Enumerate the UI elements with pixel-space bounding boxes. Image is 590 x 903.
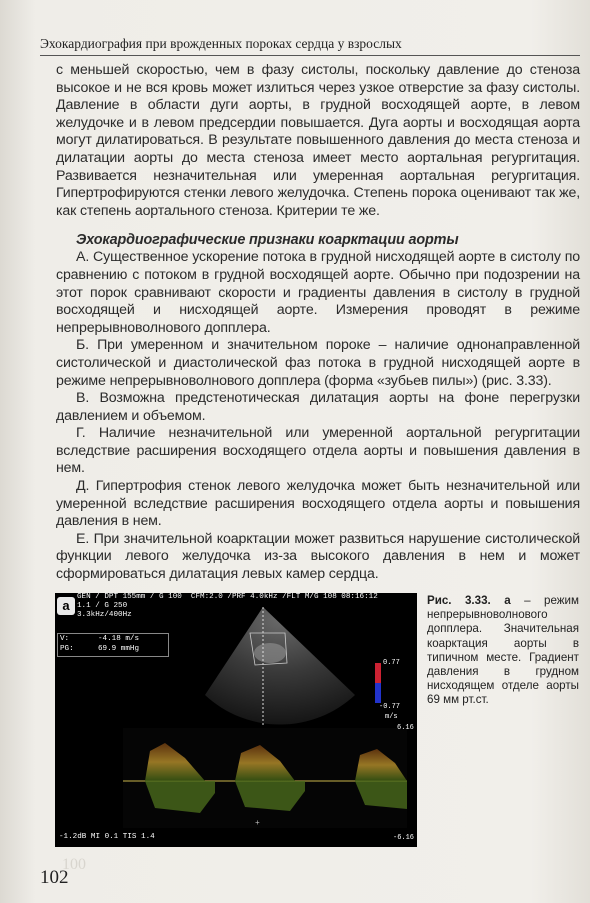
scale-top: 0.77 (383, 659, 400, 667)
scanner-header: GEN / DPT 155mm / G 100 CFM:2.0 /PRF 4.0kHz /FLT M/G 108 08:16:12 1.1 / G 250 3.3kHz/400Hz (77, 593, 378, 619)
caption-text: – режим непрерывноволнового допплера. Значительная коарктация аорты в типичном месте. Градиент давления в грудном нисходящем отделе аорты 69 мм рт.ст. (427, 594, 579, 707)
criterion-g: Г. Наличие незначительной или умеренной аортальной регургитации вследствие расширения восходящего отдела аорты и повышения давления в нем. (56, 425, 580, 477)
echo-figure (55, 593, 417, 847)
scanner-footer: -1.2dB MI 0.1 TIS 1.4 (59, 833, 155, 841)
paragraph: с меньшей скоростью, чем в фазу систолы, поскольку давление до стеноза высокое и не вся кровь может излиться через узкое отверстие за фазу систолы. Давление в области дуги аорты, в грудной восходящей аорте, в левом желудочке и в левом предсердии повышается. Дуга аорты и восходящая аорта могут дилатироваться. В результате повышенного давления до места стеноза и дилатации аорты до места стеноза имеет место аортальная регургитация. Развивается незначительная или умеренная аортальная регургитация. Гипертрофируются стенки левого желудочка. Степень порока оценивают так же, как степень аортального стеноза. Критерии те же. (56, 62, 580, 219)
ultrasound-image (55, 593, 417, 847)
section-heading: Эхокардиографические признаки коарктации аорты (76, 232, 459, 249)
criterion-v: В. Возможна предстенотическая дилатация аорты на фоне перегрузки давлением и объемом. (56, 390, 580, 424)
figure-caption (427, 594, 579, 708)
measurement-box: V: -4.18 m/s PG: 69.9 mmHg (57, 633, 169, 657)
caption-panel: а (504, 594, 511, 607)
svg-text:+: + (255, 819, 260, 828)
criterion-b: Б. При умеренном и значительном пороке – наличие однонаправленной систолической и диастолической фаз потока в грудной нисходящей аорте в режиме непрерывноволнового допплера (форма «зубьев пилы») (рис. 3.33). (56, 337, 580, 389)
caption-label: Рис. 3.33. (427, 594, 491, 607)
panel-badge: а (57, 597, 75, 615)
criterion-e: Е. При значительной коарктации может развиться нарушение систолической функции левого желудочка из-за высокого давления в нем и может сформироваться дилатация левых камер сердца. (56, 530, 580, 583)
doppler-scale-top: 6.16 (397, 724, 414, 732)
scale-unit: m/s (385, 713, 398, 721)
scale-bottom: -0.77 (379, 703, 401, 711)
page-number: 102 (40, 867, 69, 888)
ghost-page-number: 100 (62, 856, 86, 873)
criterion-d: Д. Гипертрофия стенок левого желудочка может быть незначительной или умеренной вследствие расширения восходящего отдела аорты и повышения давления в нем. (56, 478, 580, 530)
criterion-a: А. Существенное ускорение потока в грудной нисходящей аорте в систолу по сравнению с потоком в грудной восходящей аорте. Обычно при подозрении на этот порок сравнивают скорости и градиенты давления в систолу в грудной восходящей и нисходящей аорте. Измерения проводят в режиме непрерывноволнового допплера. (56, 249, 580, 336)
doppler-scale-bottom: -6.16 (393, 834, 415, 842)
running-head: Эхокардиография при врожденных пороках сердца у взрослых (40, 36, 580, 56)
body-text (56, 62, 580, 584)
